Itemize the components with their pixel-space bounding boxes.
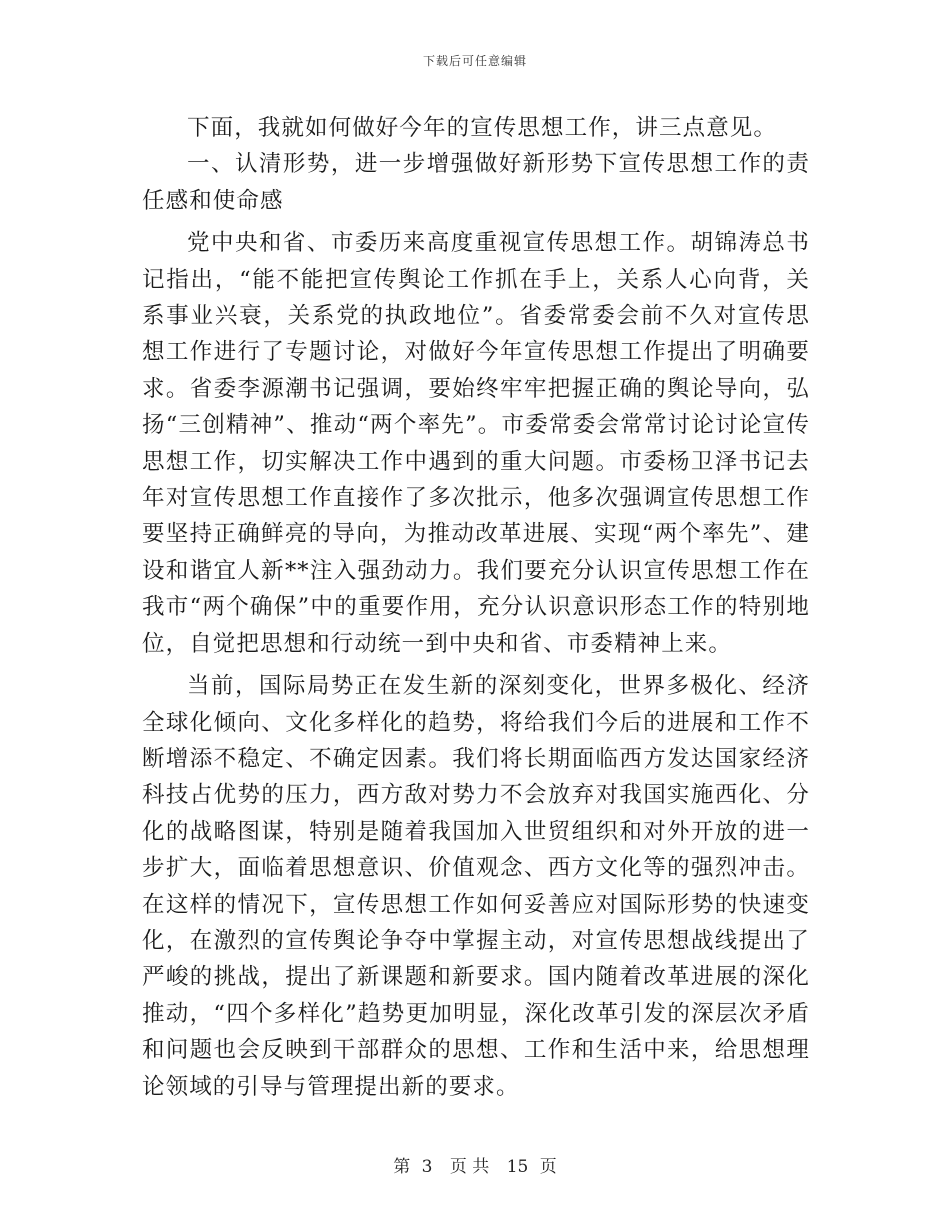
page-footer [0, 1152, 950, 1177]
paragraph-intro: 下面，我就如何做好今年的宣传思想工作，讲三点意见。 [187, 115, 778, 141]
footer-total-pages: 15 [506, 1157, 529, 1177]
paragraph-body-2: 当前，国际局势正在发生新的深刻变化，世界多极化、经济全球化倾向、文化多样化的趋势，将给我们今后的进展和工作不断增添不稳定、不确定因素。我们将长期面临西方发达国家经济科技占优势的压力，西方敌对势力不会放弃对我国实施西化、分化的战略图谋，特别是随着我国加入世贸组织和对外开放的进一步扩大，面临着思想意识、价值观念、西方文化等的强烈冲击。在这样的情况下，宣传思想工作如何妥善应对国际形势的快速变化，在激烈的宣传舆论争夺中掌握主动，对宣传思想战线提出了严峻的挑战，提出了新课题和新要求。国内随着改革进展的深化推动，“四个多样化”趋势更加明显，深化改革引发的深层次矛盾和问题也会反映到干部群众的思想、工作和生活中来，给思想理论领域的引导与管理提出新的要求。 [142, 673, 810, 1100]
document-body [142, 110, 810, 1105]
footer-mid: 页 共 [449, 1157, 490, 1177]
paragraph-body-1: 党中央和省、市委历来高度重视宣传思想工作。胡锦涛总书记指出，“能不能把宣传舆论工作抓在手上，关系人心向背，关系事业兴衰，关系党的执政地位”。省委常委会前不久对宣传思想工作进行了专题讨论，对做好今年宣传思想工作提出了明确要求。省委李源潮书记强调，要始终牢牢把握正确的舆论导向，弘扬“三创精神”、推动“两个率先”。市委常委会常常讨论讨论宣传思想工作，切实解决工作中遇到的重大问题。市委杨卫泽书记去年对宣传思想工作直接作了多次批示，他多次强调宣传思想工作要坚持正确鲜亮的导向，为推动改革进展、实现“两个率先”、建设和谐宜人新**注入强劲动力。我们要充分认识宣传思想工作在我市“两个确保”中的重要作用，充分认识意识形态工作的特别地位，自觉把思想和行动统一到中央和省、市委精神上来。 [142, 230, 810, 657]
section-heading-1: 一、认清形势，进一步增强做好新形势下宣传思想工作的责任感和使命感 [142, 151, 810, 214]
footer-page-number: 3 [421, 1157, 433, 1177]
page-header-note: 下载后可任意编辑 [422, 54, 527, 68]
footer-suffix: 页 [539, 1157, 557, 1177]
footer-prefix: 第 [393, 1157, 411, 1177]
